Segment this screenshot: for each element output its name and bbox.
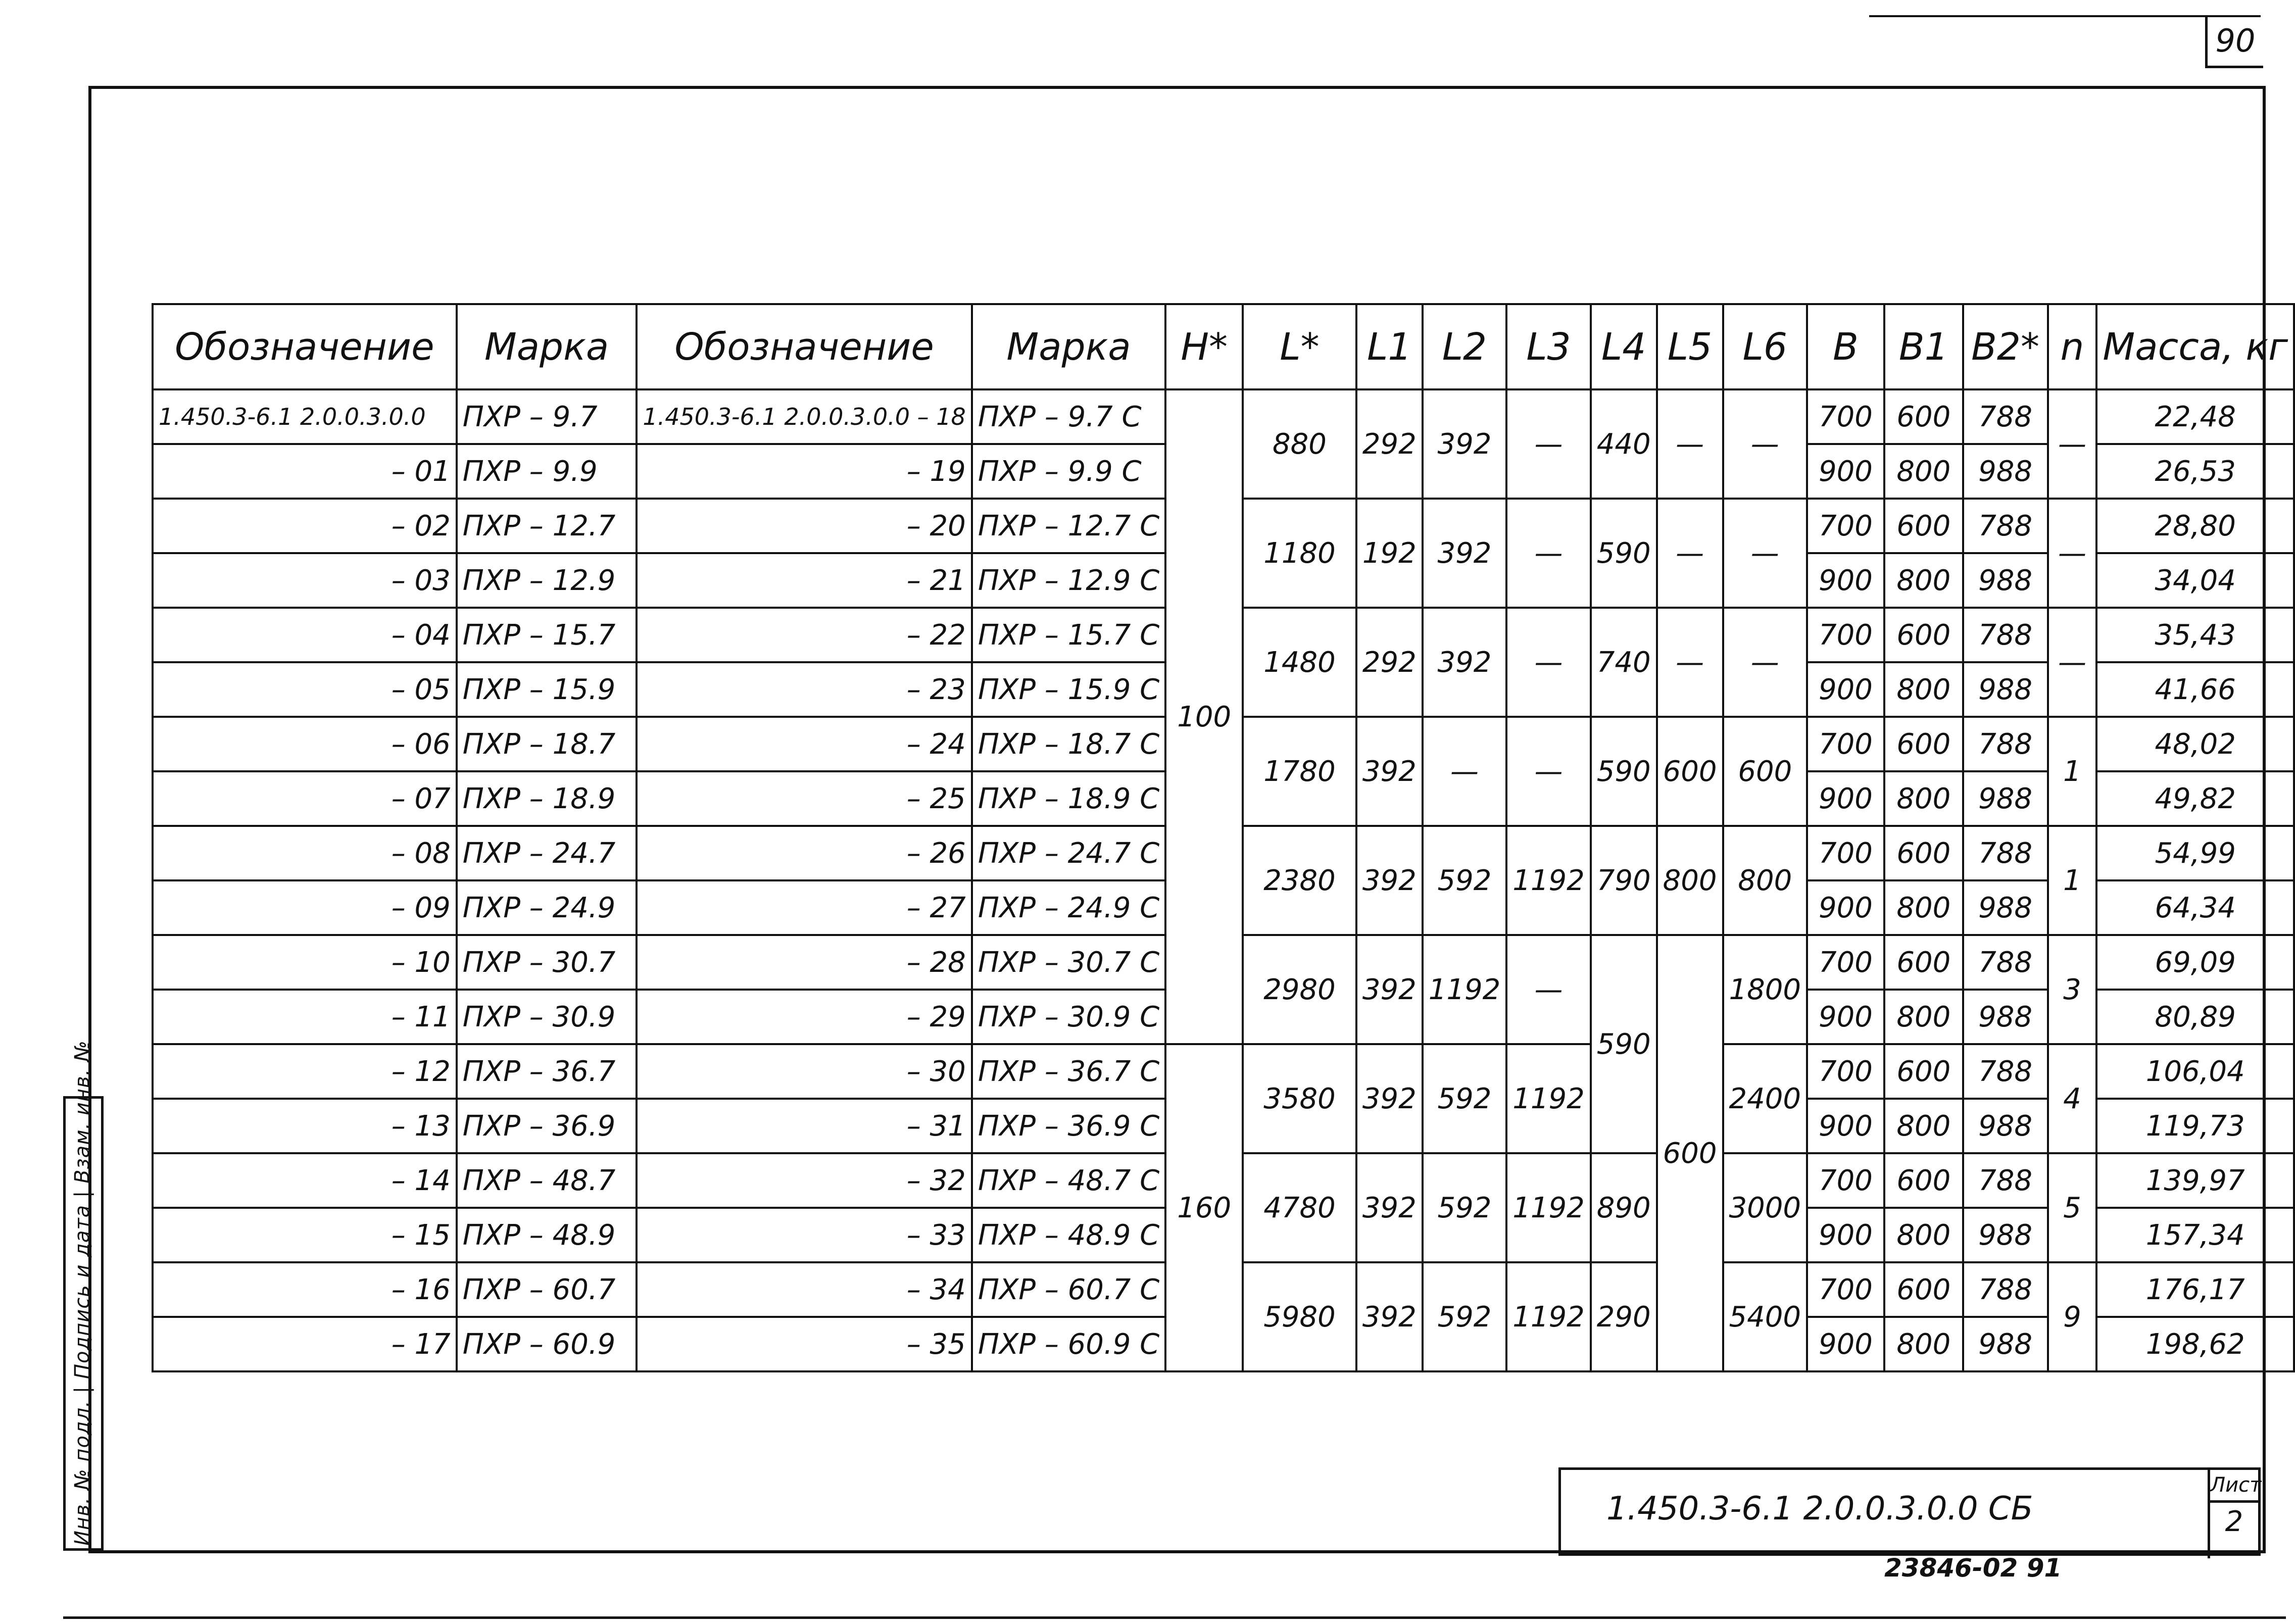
b1-cell: 600 [1884, 389, 1963, 444]
mass-cell: 35,43 [2096, 608, 2294, 662]
designation-cell: – 23 [637, 662, 971, 717]
mark-cell: ПХР – 9.7 [457, 389, 637, 444]
l6-cell: 5400 [1723, 1262, 1808, 1371]
l6-cell: — [1723, 608, 1808, 717]
l4-cell: 590 [1591, 717, 1657, 826]
n-cell: 9 [2048, 1262, 2097, 1371]
b-cell: 700 [1807, 608, 1884, 662]
designation-cell: 1.450.3-6.1 2.0.0.3.0.0 – 18 [637, 389, 971, 444]
b-cell: 900 [1807, 444, 1884, 499]
archive-code: 23846-02 91 [1884, 1553, 2062, 1583]
n-cell: 4 [2048, 1044, 2097, 1153]
table-row [153, 389, 2294, 444]
l3-cell: — [1506, 499, 1591, 608]
designation-cell: – 28 [637, 935, 971, 990]
l6-cell: — [1723, 389, 1808, 499]
sheet-label: Лист [2210, 1470, 2258, 1503]
b2-cell: 988 [1963, 880, 2048, 935]
b2-cell: 788 [1963, 1262, 2048, 1317]
header-l5: L5 [1657, 304, 1723, 389]
b-cell: 700 [1807, 499, 1884, 553]
b2-cell: 988 [1963, 990, 2048, 1044]
l1-cell: 192 [1356, 499, 1423, 608]
designation-cell: – 19 [637, 444, 971, 499]
n-cell: — [2048, 608, 2097, 717]
b1-cell: 800 [1884, 1208, 1963, 1262]
mark-cell: ПХР – 15.9 С [972, 662, 1165, 717]
l4-cell: 440 [1591, 389, 1657, 499]
b-cell: 700 [1807, 717, 1884, 771]
header-l: L* [1243, 304, 1356, 389]
n-cell: 1 [2048, 826, 2097, 935]
l-cell: 2380 [1243, 826, 1356, 935]
mark-cell: ПХР – 15.9 [457, 662, 637, 717]
header-b: B [1807, 304, 1884, 389]
mark-cell: ПХР – 18.7 [457, 717, 637, 771]
designation-cell: – 02 [153, 499, 457, 553]
l1-cell: 392 [1356, 935, 1423, 1044]
mark-cell: ПХР – 30.7 С [972, 935, 1165, 990]
specification-table [152, 303, 2295, 1372]
page-number: 90 [2205, 15, 2263, 68]
mass-cell: 54,99 [2096, 826, 2294, 880]
designation-cell: – 12 [153, 1044, 457, 1099]
l-cell: 880 [1243, 389, 1356, 499]
header-b1: B1 [1884, 304, 1963, 389]
table-row [153, 1044, 2294, 1099]
l5-cell: — [1657, 389, 1723, 499]
document-code: 1.450.3-6.1 2.0.0.3.0.0 СБ [1606, 1490, 2033, 1528]
l5-cell: — [1657, 608, 1723, 717]
header-h: H* [1165, 304, 1243, 389]
designation-cell: – 08 [153, 826, 457, 880]
b1-cell: 600 [1884, 1262, 1963, 1317]
header-mark-2: Марка [972, 304, 1165, 389]
mark-cell: ПХР – 18.9 С [972, 771, 1165, 826]
designation-cell: – 22 [637, 608, 971, 662]
mass-cell: 34,04 [2096, 553, 2294, 608]
mass-cell: 80,89 [2096, 990, 2294, 1044]
mass-cell: 64,34 [2096, 880, 2294, 935]
l2-cell: — [1423, 717, 1507, 826]
mark-cell: ПХР – 48.7 [457, 1153, 637, 1208]
mark-cell: ПХР – 60.7 [457, 1262, 637, 1317]
l5-cell: 600 [1657, 717, 1723, 826]
l5-cell: 800 [1657, 826, 1723, 935]
designation-cell: – 09 [153, 880, 457, 935]
l3-cell: — [1506, 935, 1591, 1044]
h-cell: 100 [1165, 389, 1243, 1044]
l2-cell: 1192 [1423, 935, 1507, 1044]
mass-cell: 106,04 [2096, 1044, 2294, 1099]
b-cell: 900 [1807, 1317, 1884, 1371]
b2-cell: 788 [1963, 499, 2048, 553]
mass-cell: 49,82 [2096, 771, 2294, 826]
b-cell: 900 [1807, 771, 1884, 826]
b2-cell: 988 [1963, 444, 2048, 499]
mark-cell: ПХР – 24.9 С [972, 880, 1165, 935]
mark-cell: ПХР – 9.7 С [972, 389, 1165, 444]
l4-cell: 590 [1591, 935, 1657, 1153]
l1-cell: 392 [1356, 826, 1423, 935]
mass-cell: 28,80 [2096, 499, 2294, 553]
l6-cell: 800 [1723, 826, 1808, 935]
mark-cell: ПХР – 24.7 [457, 826, 637, 880]
designation-cell: – 16 [153, 1262, 457, 1317]
n-cell: 5 [2048, 1153, 2097, 1262]
b1-cell: 800 [1884, 662, 1963, 717]
b2-cell: 988 [1963, 1208, 2048, 1262]
b-cell: 900 [1807, 1208, 1884, 1262]
mass-cell: 157,34 [2096, 1208, 2294, 1262]
l2-cell: 592 [1423, 1262, 1507, 1371]
designation-cell: – 30 [637, 1044, 971, 1099]
mark-cell: ПХР – 24.9 [457, 880, 637, 935]
l5-cell: 600 [1657, 935, 1723, 1371]
mass-cell: 119,73 [2096, 1099, 2294, 1153]
mark-cell: ПХР – 9.9 С [972, 444, 1165, 499]
designation-cell: – 33 [637, 1208, 971, 1262]
l4-cell: 790 [1591, 826, 1657, 935]
mark-cell: ПХР – 30.7 [457, 935, 637, 990]
l2-cell: 592 [1423, 826, 1507, 935]
designation-cell: – 05 [153, 662, 457, 717]
header-l6: L6 [1723, 304, 1808, 389]
mark-cell: ПХР – 12.7 С [972, 499, 1165, 553]
b-cell: 700 [1807, 1262, 1884, 1317]
designation-cell: – 01 [153, 444, 457, 499]
l2-cell: 392 [1423, 499, 1507, 608]
l3-cell: 1192 [1506, 1044, 1591, 1153]
l6-cell: 600 [1723, 717, 1808, 826]
mark-cell: ПХР – 18.9 [457, 771, 637, 826]
designation-cell: – 25 [637, 771, 971, 826]
b-cell: 900 [1807, 1099, 1884, 1153]
l-cell: 1780 [1243, 717, 1356, 826]
l3-cell: 1192 [1506, 1262, 1591, 1371]
designation-cell: – 13 [153, 1099, 457, 1153]
b2-cell: 788 [1963, 1044, 2048, 1099]
mass-cell: 22,48 [2096, 389, 2294, 444]
b-cell: 700 [1807, 826, 1884, 880]
l3-cell: — [1506, 608, 1591, 717]
header-designation-2: Обозначение [637, 304, 971, 389]
mark-cell: ПХР – 60.9 [457, 1317, 637, 1371]
designation-cell: – 15 [153, 1208, 457, 1262]
l-cell: 5980 [1243, 1262, 1356, 1371]
designation-cell: – 11 [153, 990, 457, 1044]
mass-cell: 139,97 [2096, 1153, 2294, 1208]
mark-cell: ПХР – 12.7 [457, 499, 637, 553]
b1-cell: 600 [1884, 1153, 1963, 1208]
l6-cell: 3000 [1723, 1153, 1808, 1262]
title-block [1558, 1467, 2261, 1556]
header-n: n [2048, 304, 2097, 389]
mark-cell: ПХР – 15.7 С [972, 608, 1165, 662]
sheet-cell [2208, 1470, 2262, 1558]
b1-cell: 600 [1884, 499, 1963, 553]
designation-cell: 1.450.3-6.1 2.0.0.3.0.0 [153, 389, 457, 444]
header-mark-1: Марка [457, 304, 637, 389]
l1-cell: 292 [1356, 608, 1423, 717]
b1-cell: 800 [1884, 880, 1963, 935]
b2-cell: 988 [1963, 1317, 2048, 1371]
b2-cell: 988 [1963, 553, 2048, 608]
b1-cell: 800 [1884, 1099, 1963, 1153]
designation-cell: – 17 [153, 1317, 457, 1371]
b-cell: 900 [1807, 662, 1884, 717]
b1-cell: 600 [1884, 717, 1963, 771]
mark-cell: ПХР – 30.9 С [972, 990, 1165, 1044]
l3-cell: — [1506, 389, 1591, 499]
header-l2: L2 [1423, 304, 1507, 389]
designation-cell: – 27 [637, 880, 971, 935]
mark-cell: ПХР – 15.7 [457, 608, 637, 662]
header-designation-1: Обозначение [153, 304, 457, 389]
l-cell: 2980 [1243, 935, 1356, 1044]
b2-cell: 788 [1963, 935, 2048, 990]
h-cell: 160 [1165, 1044, 1243, 1371]
mass-cell: 198,62 [2096, 1317, 2294, 1371]
b2-cell: 788 [1963, 389, 2048, 444]
mark-cell: ПХР – 36.7 С [972, 1044, 1165, 1099]
top-edge-line [1869, 15, 2261, 17]
b-cell: 700 [1807, 1153, 1884, 1208]
l1-cell: 392 [1356, 1153, 1423, 1262]
b-cell: 700 [1807, 1044, 1884, 1099]
l3-cell: — [1506, 717, 1591, 826]
table-header-row [153, 304, 2294, 389]
l-cell: 1180 [1243, 499, 1356, 608]
designation-cell: – 34 [637, 1262, 971, 1317]
l4-cell: 590 [1591, 499, 1657, 608]
mark-cell: ПХР – 9.9 [457, 444, 637, 499]
b2-cell: 988 [1963, 1099, 2048, 1153]
mark-cell: ПХР – 12.9 [457, 553, 637, 608]
sheet-number: 2 [2225, 1505, 2243, 1538]
n-cell: 3 [2048, 935, 2097, 1044]
l3-cell: 1192 [1506, 826, 1591, 935]
mass-cell: 69,09 [2096, 935, 2294, 990]
designation-cell: – 20 [637, 499, 971, 553]
b1-cell: 800 [1884, 444, 1963, 499]
l1-cell: 292 [1356, 389, 1423, 499]
l3-cell: 1192 [1506, 1153, 1591, 1262]
b2-cell: 988 [1963, 771, 2048, 826]
l-cell: 4780 [1243, 1153, 1356, 1262]
designation-cell: – 04 [153, 608, 457, 662]
mark-cell: ПХР – 30.9 [457, 990, 637, 1044]
b-cell: 900 [1807, 553, 1884, 608]
designation-cell: – 24 [637, 717, 971, 771]
l2-cell: 592 [1423, 1153, 1507, 1262]
mass-cell: 26,53 [2096, 444, 2294, 499]
b1-cell: 800 [1884, 771, 1963, 826]
b-cell: 900 [1807, 880, 1884, 935]
l4-cell: 890 [1591, 1153, 1657, 1262]
header-l3: L3 [1506, 304, 1591, 389]
designation-cell: – 14 [153, 1153, 457, 1208]
l2-cell: 592 [1423, 1044, 1507, 1153]
mark-cell: ПХР – 18.7 С [972, 717, 1165, 771]
l-cell: 1480 [1243, 608, 1356, 717]
designation-cell: – 03 [153, 553, 457, 608]
b-cell: 900 [1807, 990, 1884, 1044]
l1-cell: 392 [1356, 717, 1423, 826]
b1-cell: 800 [1884, 553, 1963, 608]
b1-cell: 800 [1884, 1317, 1963, 1371]
designation-cell: – 06 [153, 717, 457, 771]
mark-cell: ПХР – 48.9 С [972, 1208, 1165, 1262]
mark-cell: ПХР – 36.7 [457, 1044, 637, 1099]
n-cell: — [2048, 389, 2097, 499]
l-cell: 3580 [1243, 1044, 1356, 1153]
l2-cell: 392 [1423, 389, 1507, 499]
l2-cell: 392 [1423, 608, 1507, 717]
designation-cell: – 31 [637, 1099, 971, 1153]
mark-cell: ПХР – 12.9 С [972, 553, 1165, 608]
l1-cell: 392 [1356, 1044, 1423, 1153]
l1-cell: 392 [1356, 1262, 1423, 1371]
b2-cell: 988 [1963, 662, 2048, 717]
mark-cell: ПХР – 36.9 [457, 1099, 637, 1153]
l5-cell: — [1657, 499, 1723, 608]
header-b2: B2* [1963, 304, 2048, 389]
b2-cell: 788 [1963, 826, 2048, 880]
b2-cell: 788 [1963, 717, 2048, 771]
designation-cell: – 21 [637, 553, 971, 608]
designation-cell: – 32 [637, 1153, 971, 1208]
b1-cell: 800 [1884, 990, 1963, 1044]
mark-cell: ПХР – 60.7 С [972, 1262, 1165, 1317]
designation-cell: – 29 [637, 990, 971, 1044]
b1-cell: 600 [1884, 826, 1963, 880]
mass-cell: 41,66 [2096, 662, 2294, 717]
mark-cell: ПХР – 48.7 С [972, 1153, 1165, 1208]
bottom-edge-line [63, 1616, 2286, 1619]
mark-cell: ПХР – 60.9 С [972, 1317, 1165, 1371]
b-cell: 700 [1807, 935, 1884, 990]
designation-cell: – 26 [637, 826, 971, 880]
b1-cell: 600 [1884, 608, 1963, 662]
l6-cell: — [1723, 499, 1808, 608]
header-mass: Масса, кг [2096, 304, 2294, 389]
mark-cell: ПХР – 48.9 [457, 1208, 637, 1262]
mass-cell: 176,17 [2096, 1262, 2294, 1317]
b-cell: 700 [1807, 389, 1884, 444]
designation-cell: – 35 [637, 1317, 971, 1371]
designation-cell: – 07 [153, 771, 457, 826]
b1-cell: 600 [1884, 935, 1963, 990]
designation-cell: – 10 [153, 935, 457, 990]
side-stamp-text: Инв. № подл. | Подпись и дата | Взам. инв. № [71, 1040, 94, 1546]
l6-cell: 1800 [1723, 935, 1808, 1044]
b2-cell: 788 [1963, 608, 2048, 662]
mark-cell: ПХР – 36.9 С [972, 1099, 1165, 1153]
n-cell: 1 [2048, 717, 2097, 826]
b2-cell: 788 [1963, 1153, 2048, 1208]
mark-cell: ПХР – 24.7 С [972, 826, 1165, 880]
mass-cell: 48,02 [2096, 717, 2294, 771]
n-cell: — [2048, 499, 2097, 608]
header-l4: L4 [1591, 304, 1657, 389]
header-l1: L1 [1356, 304, 1423, 389]
l4-cell: 290 [1591, 1262, 1657, 1371]
l4-cell: 740 [1591, 608, 1657, 717]
b1-cell: 600 [1884, 1044, 1963, 1099]
l6-cell: 2400 [1723, 1044, 1808, 1153]
